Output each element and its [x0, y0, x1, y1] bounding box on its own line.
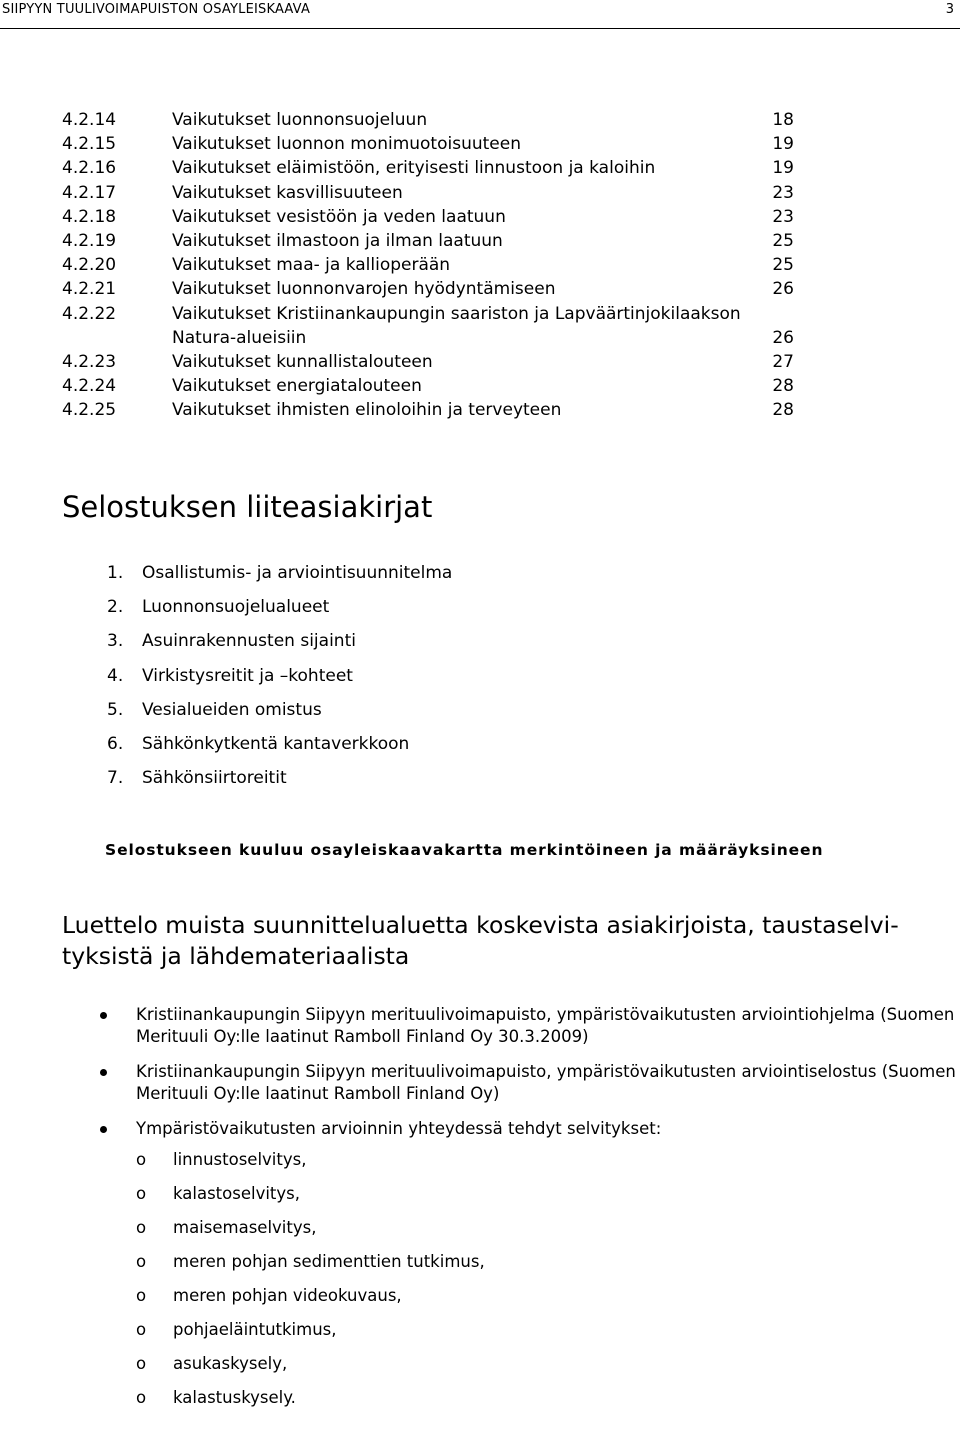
toc-entry[interactable] — [62, 132, 802, 156]
sub-item — [136, 1285, 960, 1319]
toc-entry[interactable] — [62, 108, 802, 132]
circle-bullet-icon: o — [136, 1184, 147, 1203]
item-number: 4. — [107, 665, 124, 686]
toc-page: 19 — [772, 134, 794, 155]
sub-item-text: maisemaselvitys, — [173, 1218, 317, 1237]
list-item — [107, 560, 452, 594]
documents-heading: Luettelo muista suunnittelualuetta koskevista asiakirjoista, taustaselvi-tyksistä ja lähdemateriaalista — [62, 911, 899, 970]
bullet-text: Kristiinankaupungin Siipyyn merituulivoimapuisto, ympäristövaikutusten arviointiselostus (Suomen Merituuli Oy:lle laatinut Ramboll Finland Oy) — [136, 1062, 956, 1103]
item-text: Virkistysreitit ja –kohteet — [142, 665, 353, 686]
bullet-item — [100, 1061, 960, 1105]
sub-item-text: meren pohjan videokuvaus, — [173, 1286, 402, 1305]
bullet-item — [100, 1118, 960, 1421]
sub-item — [136, 1183, 960, 1217]
circle-bullet-icon: o — [136, 1286, 147, 1305]
sub-item-text: kalastuskysely. — [173, 1388, 296, 1407]
sub-item-text: linnustoselvitys, — [173, 1150, 307, 1169]
item-text: Sähkönkytkentä kantaverkkoon — [142, 733, 410, 754]
sub-list — [136, 1149, 960, 1421]
bullet-text: Ympäristövaikutusten arvioinnin yhteydessä tehdyt selvitykset: — [136, 1119, 662, 1138]
circle-bullet-icon: o — [136, 1354, 147, 1373]
appendix-list — [107, 560, 452, 799]
list-item — [107, 765, 452, 799]
item-number: 5. — [107, 699, 124, 720]
sub-item — [136, 1353, 960, 1387]
toc-text: Vaikutukset ilmastoon ja ilman laatuun — [172, 231, 503, 252]
bullet-icon — [100, 1069, 107, 1076]
bullet-icon — [100, 1126, 107, 1133]
bullet-item — [100, 1004, 960, 1048]
toc-number: 4.2.25 — [62, 400, 117, 421]
toc-number: 4.2.18 — [62, 206, 117, 227]
list-item — [107, 628, 452, 662]
documents-list — [100, 1004, 960, 1434]
toc-number: 4.2.14 — [62, 110, 117, 130]
sub-item-text: asukaskysely, — [173, 1354, 288, 1373]
item-number: 6. — [107, 733, 124, 754]
toc-text: Vaikutukset luonnonvarojen hyödyntämiseen — [172, 279, 556, 300]
document-title: SIIPYYN TUULIVOIMAPUISTON OSAYLEISKAAVA — [2, 2, 311, 17]
bullet-icon — [100, 1012, 107, 1019]
toc-page: 18 — [772, 110, 794, 130]
circle-bullet-icon: o — [136, 1252, 147, 1271]
toc-text: Vaikutukset ihmisten elinoloihin ja terveyteen — [172, 400, 562, 421]
toc-number: 4.2.21 — [62, 279, 117, 300]
list-item — [107, 663, 452, 697]
toc-text: Vaikutukset luonnon monimuotoisuuteen — [172, 134, 521, 155]
toc-text: Vaikutukset vesistöön ja veden laatuun — [172, 206, 506, 227]
toc-page: 23 — [772, 182, 794, 203]
toc-page: 28 — [772, 376, 794, 397]
toc-page: 25 — [772, 231, 794, 252]
item-number: 7. — [107, 768, 124, 789]
bold-note: Selostukseen kuuluu osayleiskaavakartta merkintöineen ja määräyksineen — [105, 841, 824, 859]
toc-page: 19 — [772, 158, 794, 179]
list-item — [107, 697, 452, 731]
item-text: Sähkönsiirtoreitit — [142, 768, 287, 789]
sub-item-text: meren pohjan sedimenttien tutkimus, — [173, 1252, 485, 1271]
toc-entry[interactable] — [62, 156, 802, 180]
sub-item — [136, 1149, 960, 1183]
toc-text: Vaikutukset Kristiinankaupungin saariston ja Lapväärtinjokilaakson Natura-alueisiin — [172, 303, 741, 348]
toc-entry[interactable] — [62, 374, 802, 398]
circle-bullet-icon: o — [136, 1218, 147, 1237]
sub-item-text: pohjaeläintutkimus, — [173, 1320, 337, 1339]
toc-text: Vaikutukset eläimistöön, erityisesti linnustoon ja kaloihin — [172, 158, 656, 179]
circle-bullet-icon: o — [136, 1388, 147, 1407]
toc-entry[interactable] — [62, 205, 802, 229]
sub-item — [136, 1387, 960, 1421]
sub-item — [136, 1217, 960, 1251]
toc-entry[interactable] — [62, 302, 802, 350]
toc-text: Vaikutukset kunnallistalouteen — [172, 352, 433, 373]
toc-number: 4.2.24 — [62, 376, 117, 397]
toc-page: 25 — [772, 255, 794, 276]
toc-page: 27 — [772, 352, 794, 373]
toc-number: 4.2.15 — [62, 134, 117, 155]
toc-entry[interactable] — [62, 398, 802, 422]
toc-page: 26 — [772, 327, 794, 348]
sub-item — [136, 1319, 960, 1353]
sub-item-text: kalastoselvitys, — [173, 1184, 300, 1203]
page-number: 3 — [945, 2, 954, 17]
toc-text: Vaikutukset energiatalouteen — [172, 376, 422, 397]
toc-entry[interactable] — [62, 229, 802, 253]
toc-number: 4.2.23 — [62, 352, 117, 373]
page-header — [0, 0, 960, 29]
toc-number: 4.2.20 — [62, 255, 117, 276]
circle-bullet-icon: o — [136, 1320, 147, 1339]
sub-item — [136, 1251, 960, 1285]
toc-text: Vaikutukset maa- ja kallioperään — [172, 255, 451, 276]
toc-number: 4.2.16 — [62, 158, 117, 179]
item-text: Luonnonsuojelualueet — [142, 597, 330, 618]
bullet-text: Kristiinankaupungin Siipyyn merituulivoimapuisto, ympäristövaikutusten arviointiohjelma (Suomen Merituuli Oy:lle laatinut Ramboll Finland Oy 30.3.2009) — [136, 1005, 955, 1046]
item-number: 3. — [107, 631, 124, 652]
item-text: Osallistumis- ja arviointisuunnitelma — [142, 563, 453, 583]
toc-number: 4.2.17 — [62, 182, 117, 203]
toc-entry[interactable] — [62, 350, 802, 374]
item-text: Vesialueiden omistus — [142, 699, 322, 720]
circle-bullet-icon: o — [136, 1150, 147, 1169]
toc-entry[interactable] — [62, 277, 802, 301]
toc-page: 26 — [772, 279, 794, 300]
toc-entry[interactable] — [62, 253, 802, 277]
item-number: 1. — [107, 563, 124, 583]
list-item — [107, 731, 452, 765]
appendices-heading: Selostuksen liiteasiakirjat — [62, 490, 433, 524]
toc-page: 23 — [772, 206, 794, 227]
toc-number: 4.2.22 — [62, 303, 117, 324]
toc-text: Vaikutukset luonnonsuojeluun — [172, 110, 428, 130]
toc-entry[interactable] — [62, 181, 802, 205]
toc-page: 28 — [772, 400, 794, 421]
list-item — [107, 594, 452, 628]
item-text: Asuinrakennusten sijainti — [142, 631, 356, 652]
toc-text: Vaikutukset kasvillisuuteen — [172, 182, 403, 203]
item-number: 2. — [107, 597, 124, 618]
toc-number: 4.2.19 — [62, 231, 117, 252]
table-of-contents — [62, 108, 802, 423]
